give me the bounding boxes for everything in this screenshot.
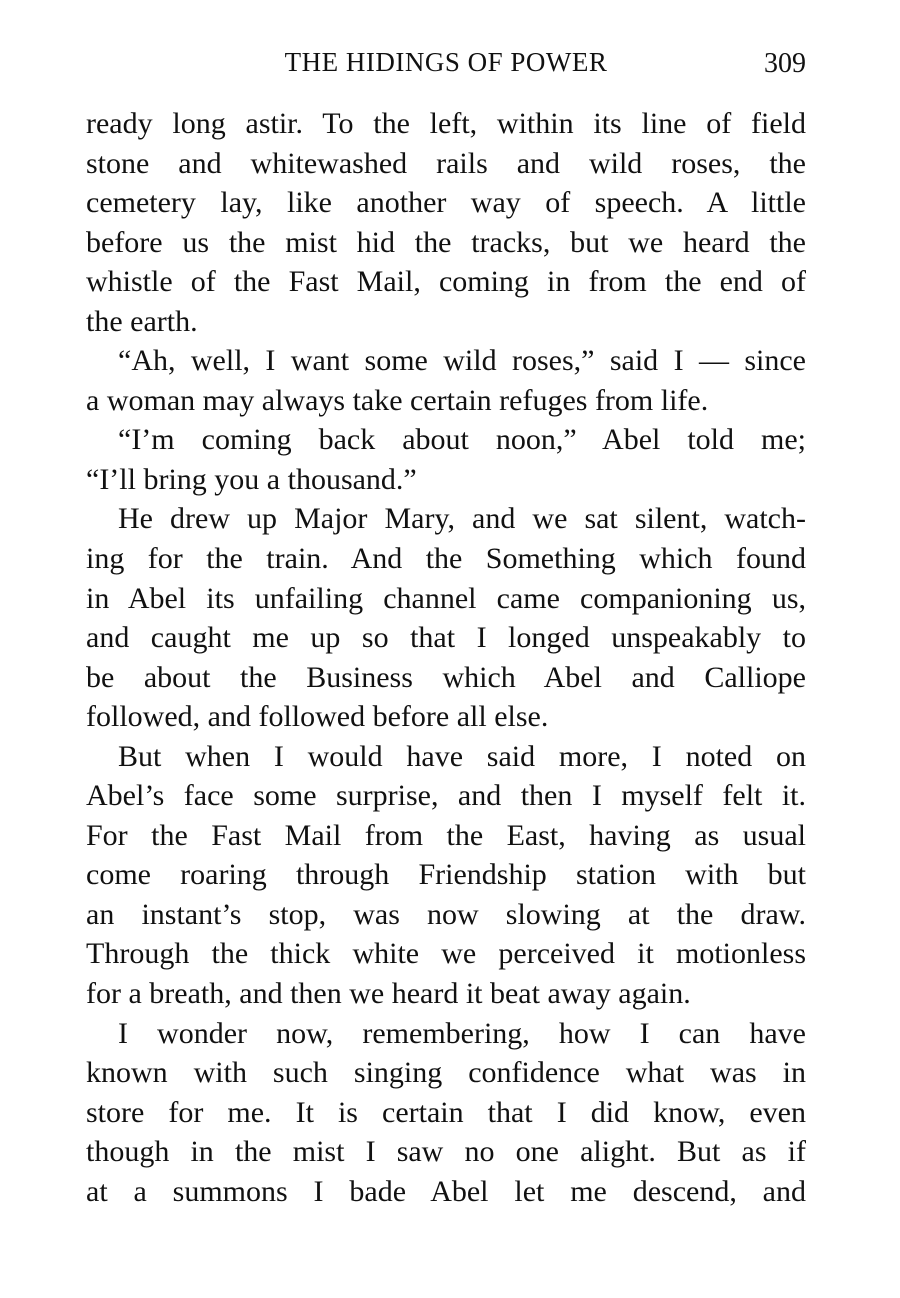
text-line: at a summons I bade Abel let me descend, and — [86, 1174, 806, 1208]
text-line: a woman may always take certain refuges from life. — [86, 383, 709, 417]
text-line: “I’m coming back about noon,” Abel told me; — [118, 423, 806, 457]
text-line: and caught me up so that I longed unspeakably to — [86, 621, 806, 655]
text-line: the earth. — [86, 304, 198, 338]
page-header — [86, 42, 806, 82]
text-line: Abel’s face some surprise, and then I myself felt it. — [86, 779, 806, 813]
text-line: followed, and followed before all else. — [86, 700, 549, 734]
text-line: Through the thick white we perceived it motionless — [86, 937, 806, 971]
text-line: be about the Business which Abel and Calliope — [86, 660, 806, 694]
text-line: whistle of the Fast Mail, coming in from the end of — [86, 265, 806, 299]
text-line: I wonder now, remembering, how I can have — [118, 1016, 806, 1050]
text-line: an instant’s stop, was now slowing at the draw. — [86, 897, 806, 931]
text-line: before us the mist hid the tracks, but we heard the — [86, 225, 806, 259]
text-line: ing for the train. And the Something which found — [86, 542, 806, 576]
text-line: store for me. It is certain that I did know, even — [86, 1095, 806, 1129]
text-line: cemetery lay, like another way of speech. A little — [86, 186, 806, 220]
text-line: “Ah, well, I want some wild roses,” said I — since — [118, 344, 806, 378]
text-line: But when I would have said more, I noted on — [118, 739, 806, 773]
text-line: known with such singing confidence what was in — [86, 1056, 806, 1090]
text-line: in Abel its unfailing channel came companioning us, — [86, 581, 806, 615]
text-line: ready long astir. To the left, within its line of field — [86, 107, 806, 140]
text-line: for a breath, and then we heard it beat away again. — [86, 977, 691, 1011]
text-line: “I’ll bring you a thousand.” — [86, 462, 417, 496]
text-line: though in the mist I saw no one alight. But as if — [86, 1135, 806, 1169]
text-line: He drew up Major Mary, and we sat silent, watch- — [118, 502, 806, 536]
body-text — [86, 104, 806, 1211]
page-number: 309 — [764, 48, 806, 79]
text-line: stone and whitewashed rails and wild roses, the — [86, 146, 806, 180]
running-head: THE HIDINGS OF POWER — [284, 47, 608, 77]
text-line: For the Fast Mail from the East, having as usual — [86, 818, 806, 852]
text-line: come roaring through Friendship station with but — [86, 858, 806, 892]
